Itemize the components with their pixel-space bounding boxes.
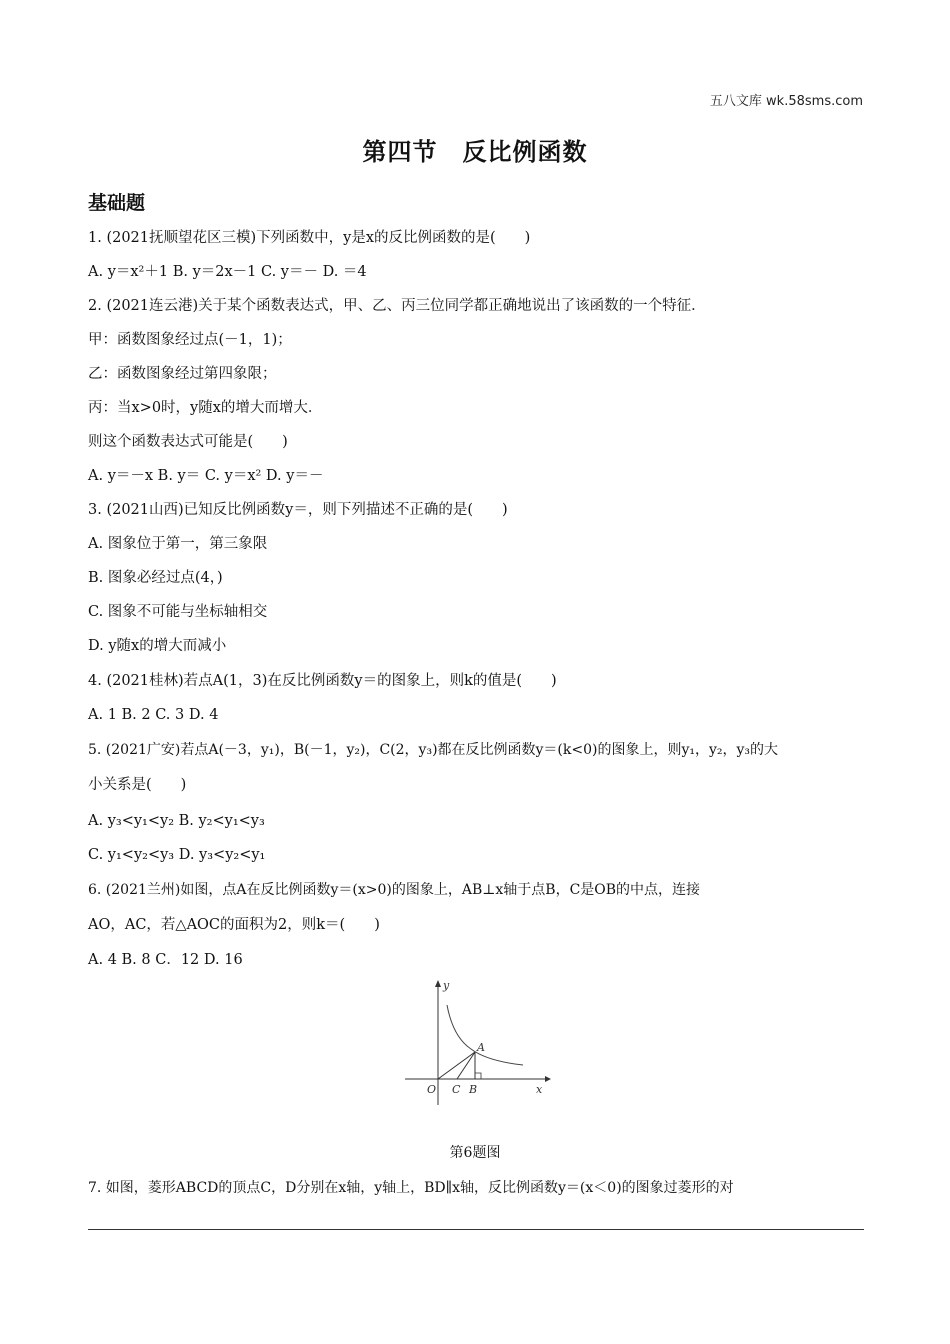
segment-ao [438,1052,475,1079]
question-2-stem: 2. (2021连云港)关于某个函数表达式，甲、乙、丙三位同学都正确地说出了该函数的一个特征． [88,298,706,314]
label-o: O [427,1083,437,1096]
question-5-options-ab: A. y₃<y₁<y₂ B. y₂<y₁<y₃ [88,813,265,829]
label-a: A [477,1041,485,1054]
y-axis-arrow [435,980,441,987]
question-1-options: A. y＝x²＋1 B. y＝2x－1 C. y＝－ D. ＝4 [88,264,367,280]
label-y: y [443,979,450,992]
label-x: x [536,1083,543,1096]
question-2-clue-bing: 丙：当x>0时，y随x的增大而增大． [88,400,323,416]
question-3-stem: 3. (2021山西)已知反比例函数y＝，则下列描述不正确的是( ) [88,502,508,518]
site-watermark: 五八文库 wk.58sms.com [709,94,863,109]
question-3-option-d: D. y随x的增大而减小 [88,638,227,654]
hyperbola-curve [447,1005,523,1065]
question-5-stem: 5. (2021广安)若点A(－3，y₁)，B(－1，y₂)，C(2，y₃)都在反比例函数y＝(k<0)的图象上，则y₁，y₂，y₃的大 [88,742,779,758]
question-2-options: A. y＝－x B. y＝ C. y＝x² D. y＝－ [88,468,324,484]
question-3-option-c: C. 图象不可能与坐标轴相交 [88,604,268,620]
segment-ac [457,1052,475,1079]
question-3-option-b: B. 图象必经过点(4，) [88,570,223,586]
question-7-stem: 7. 如图，菱形ABCD的顶点C，D分别在x轴，y轴上，BD∥x轴，反比例函数y＝(x＜0)的图象过菱形的对 [88,1180,734,1196]
section-heading: 基础题 [88,192,146,214]
x-axis-arrow [545,1076,551,1082]
figure-caption: 第6题图 [449,1145,501,1161]
question-4-options: A. 1 B. 2 C. 3 D. 4 [88,707,219,723]
footer-divider [88,1229,864,1230]
question-5-stem-cont: 小关系是( ) [88,777,187,793]
question-5-options-cd: C. y₁<y₂<y₃ D. y₃<y₂<y₁ [88,847,266,863]
question-6-stem-cont: AO，AC，若△AOC的面积为2，则k＝( ) [88,917,380,933]
page-title: 第四节 反比例函数 [362,138,588,166]
question-2-ask: 则这个函数表达式可能是( ) [88,434,288,450]
question-1-stem: 1. (2021抚顺望花区三模)下列函数中，y是x的反比例函数的是( ) [88,230,531,246]
right-angle-mark [475,1073,481,1079]
question-3-option-a: A. 图象位于第一，第三象限 [88,536,268,552]
question-6-figure [395,975,555,1110]
question-2-clue-jia: 甲：函数图象经过点(－1，1)； [88,332,292,348]
question-6-options: A. 4 B. 8 C．12 D. 16 [88,952,243,968]
label-c: C [452,1083,461,1096]
label-b: B [469,1083,478,1096]
question-2-clue-yi: 乙：函数图象经过第四象限； [88,366,277,382]
question-4-stem: 4. (2021桂林)若点A(1，3)在反比例函数y＝的图象上，则k的值是( ) [88,673,557,689]
question-6-stem: 6. (2021兰州)如图，点A在反比例函数y＝(x>0)的图象上，AB⊥x轴于点B，C是OB的中点，连接 [88,882,701,898]
